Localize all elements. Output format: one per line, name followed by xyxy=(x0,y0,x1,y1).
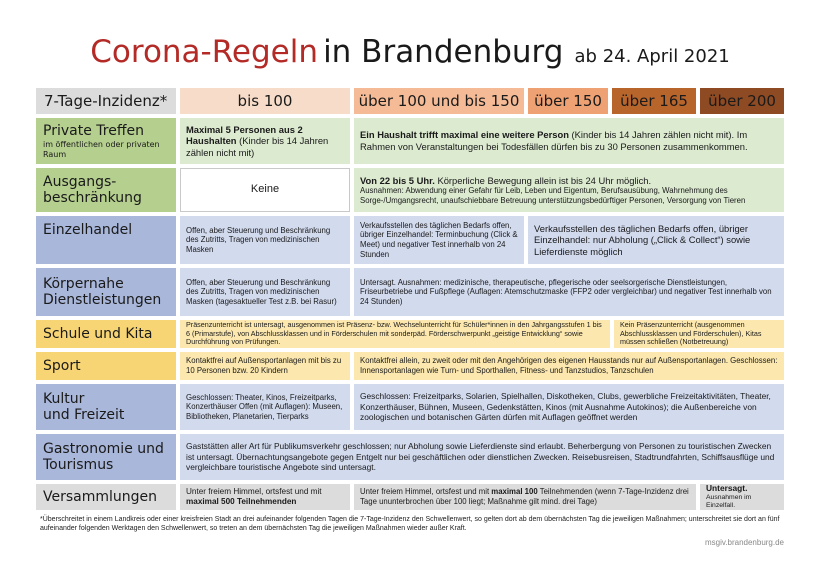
row-label-line-1: Körpernahe xyxy=(43,276,124,292)
header-col-bis-100: bis 100 xyxy=(180,88,350,114)
row-label-line-1: Kultur xyxy=(43,391,85,407)
header-col-ueber-150: über 150 xyxy=(528,88,608,114)
title-part-1: Corona-Regeln xyxy=(90,34,318,70)
versamm-cell-ueber-200 xyxy=(700,484,784,510)
schule-cell-bis-165: Präsenzunterricht ist untersagt, ausgenommen ist Präsenz- bzw. Wechselunterricht für Schüler*innen in den Jahrgangsstufen 1 bis 6 (Primarstufe), von Abschlussklassen und in Förderschulen mit sonderpäd. Förderschwerpunkt „geistige Entwicklung“ sowie Durchführung von Prüfungen. xyxy=(180,320,610,348)
row-label-line-1: Ausgangs- xyxy=(43,174,117,190)
kultur-cell-ueber-100: Geschlossen: Freizeitparks, Solarien, Spielhallen, Diskotheken, Clubs, gewerbliche Freizeitaktivitäten, Theater, Konzerthäuser, Bühnen, Museen, Gedenkstätten, Kinos (mit Ausnahme Autokinos); die Außenbereiche von zoologischen und botanischen Gärten dürfen mit Auflagen geöffnet werden xyxy=(354,384,784,430)
row-label-line-2: Tourismus xyxy=(43,457,114,473)
versamm-cell-100-200 xyxy=(354,484,696,510)
ausgang-c2-exceptions: Ausnahmen: Abwendung einer Gefahr für Leib, Leben und Eigentum, Berufsausübung, Wahrnehmung des Sorge-/Umgangsrecht, unaufschiebbare Betreuung unterstützungsbedürftiger Personen, Versorgung von Tieren xyxy=(360,186,746,205)
versamm-c3-rest: Ausnahmen im Einzelfall. xyxy=(706,494,752,509)
row-label-line-2: und Freizeit xyxy=(43,407,125,423)
versamm-c2-bold: maximal 100 xyxy=(491,487,538,497)
ausgang-c2-bold: Von 22 bis 5 Uhr. xyxy=(360,174,435,186)
row-label-subtext: im öffentlichen oder privaten Raum xyxy=(43,139,160,159)
row-label-kultur-freizeit xyxy=(36,384,176,430)
private-c1-rest: (Kinder bis 14 Jahren zählen nicht mit) xyxy=(186,135,329,158)
schule-cell-ueber-165: Kein Präsenzunterricht (ausgenommen Abschlussklassen und Förderschulen), Kitas müssen schließen (Notbetreuung) xyxy=(614,320,784,348)
row-label-schule-kita: Schule und Kita xyxy=(36,320,176,348)
header-col-ueber-200: über 200 xyxy=(700,88,784,114)
row-label-line-2: beschränkung xyxy=(43,190,142,206)
private-c1-bold: Maximal 5 Personen aus 2 Haushalten xyxy=(186,123,303,147)
row-label-sport: Sport xyxy=(36,352,176,380)
row-label-koerpernahe-dienstleistungen xyxy=(36,268,176,316)
koerper-cell-ueber-100: Untersagt. Ausnahmen: medizinische, therapeutische, pflegerische oder seelsorgerische Dienstleistungen, Friseurbetriebe und Fußpflege (Auflagen: Atemschutzmaske (FFP2 oder vergleichbar) und negativer Test innerhalb von 24 Stunden) xyxy=(354,268,784,316)
header-col-ueber-165: über 165 xyxy=(612,88,696,114)
einzel-cell-ueber-150: Verkaufsstellen des täglichen Bedarfs offen, übriger Einzelhandel: nur Abholung („Click & Collect“) sowie Lieferdienste möglich xyxy=(528,216,784,264)
kultur-cell-bis-100: Geschlossen: Theater, Kinos, Freizeitparks, Konzerthäuser Offen (mit Auflagen): Museen, Bibliotheken, Planetarien, Tierparks xyxy=(180,384,350,430)
footnote: *Überschreitet in einem Landkreis oder einer kreisfreien Stadt an drei aufeinander folgenden Tagen die 7-Tage-Inzidenz den Schwellenwert, so gelten dort ab dem übernächsten Tag die jeweiligen Maßnahmen; unterschreitet sie dort an fünf aufeinander folgenden Werktagen den Schwellenwert, so treten an dem übernächsten Tag die jeweiligen Maßnahmen wieder außer Kraft. xyxy=(40,516,780,532)
row-label-ausgangsbeschraenkung xyxy=(36,168,176,212)
header-col-100-150: über 100 und bis 150 xyxy=(354,88,524,114)
versamm-c2-tail: Teilnehmenden (wenn 7-Tage-Inzidenz drei Tage ununterbrochen über 100 liegt; Maßnahme gilt mind. drei Tage) xyxy=(360,487,689,506)
versamm-c1-bold: maximal 500 Teilnehmenden xyxy=(186,497,297,506)
einzel-cell-100-150: Verkaufsstellen des täglichen Bedarfs offen, übriger Einzelhandel: Terminbuchung (Click & Meet) und negativer Test innerhalb von 24 Stunden xyxy=(354,216,524,264)
private-c2-rest: (Kinder bis 14 Jahren zählen nicht mit). Im Rahmen von Veranstaltungen bei Todesfällen dürfen bis zu 30 Personen zusammenkommen. xyxy=(360,129,748,152)
private-c2-bold: Ein Haushalt trifft maximal eine weitere Person xyxy=(360,129,569,141)
private-cell-ueber-100 xyxy=(354,118,784,164)
header-incidence-label: 7-Tage-Inzidenz* xyxy=(36,88,176,114)
ausgang-c2-rest: Körperliche Bewegung allein ist bis 24 Uhr möglich. xyxy=(434,174,652,186)
gastro-cell-all: Gaststätten aller Art für Publikumsverkehr geschlossen; nur Abholung sowie Lieferdienste sind erlaubt. Beherbergung von Personen zu touristischen Zwecken ist untersagt. Übernachtungsangebote gegen Entgelt nur bei geschäftlichen oder dienstlichen Zwecken. Reisebusreisen, Stadtrundfahrten, Schiffsausflüge und vergleichbare touristische Angebote sind untersagt. xyxy=(180,434,784,480)
row-label-gastronomie-tourismus xyxy=(36,434,176,480)
row-label-einzelhandel: Einzelhandel xyxy=(36,216,176,264)
ausgang-cell-ueber-100 xyxy=(354,168,784,212)
title-part-2: in Brandenburg xyxy=(323,34,564,70)
einzel-cell-bis-100: Offen, aber Steuerung und Beschränkung des Zutritts, Tragen von medizinischen Masken xyxy=(180,216,350,264)
versamm-c3-bold: Untersagt. xyxy=(706,484,748,493)
source-url: msgiv.brandenburg.de xyxy=(704,538,784,547)
versamm-c2-rest: Unter freiem Himmel, ortsfest und mit xyxy=(360,487,492,497)
ausgang-cell-keine: Keine xyxy=(180,168,350,212)
row-label-private-treffen xyxy=(36,118,176,164)
row-label-line-2: Dienstleistungen xyxy=(43,292,162,308)
sport-cell-bis-100: Kontaktfrei auf Außensportanlagen mit bis zu 10 Personen bzw. 20 Kindern xyxy=(180,352,350,380)
row-label-line-1: Gastronomie und xyxy=(43,441,164,457)
koerper-cell-bis-100: Offen, aber Steuerung und Beschränkung des Zutritts, Tragen von medizinischen Masken (tagesaktueller Test z.B. bei Rasur) xyxy=(180,268,350,316)
versamm-c1-rest: Unter freiem Himmel, ortsfest und mit xyxy=(186,487,322,497)
private-cell-bis-100 xyxy=(180,118,350,164)
row-label-text: Private Treffen xyxy=(43,122,144,139)
sport-cell-ueber-100: Kontaktfrei allein, zu zweit oder mit den Angehörigen des eigenen Hausstands nur auf Außensportanlagen. Geschlossen: Innensportanlagen wie Turn- und Sporthallen, Fitness- und Tanzstudios, Tanzschulen xyxy=(354,352,784,380)
row-label-versammlungen: Versammlungen xyxy=(36,484,176,510)
versamm-cell-bis-100 xyxy=(180,484,350,510)
page-title xyxy=(0,34,820,70)
title-date: ab 24. April 2021 xyxy=(574,46,730,67)
